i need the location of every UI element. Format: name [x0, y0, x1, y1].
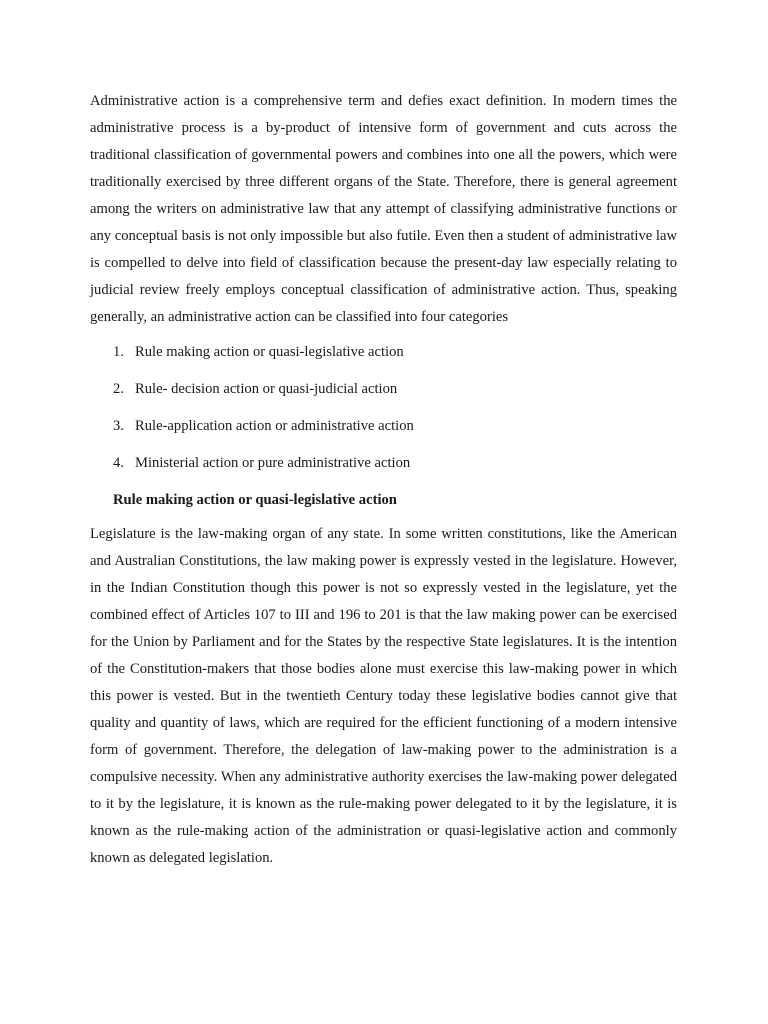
list-item-number: 2. — [113, 381, 124, 397]
categories-list — [90, 340, 677, 488]
list-item-number: 3. — [113, 418, 124, 434]
list-item — [90, 377, 677, 414]
intro-paragraph: Administrative action is a comprehensive term and defies exact definition. In modern times the administrative process is a by-product of intensive form of government and cuts across the traditional classification of governmental powers and combines into one all the powers, which were traditionally exercised by three different organs of the State. Therefore, there is general agreement among the writers on administrative law that any attempt of classifying administrative functions or any conceptual basis is not only impossible but also futile. Even then a student of administrative law is compelled to delve into field of classification because the present-day law especially relating to judicial review freely employs conceptual classification of administrative action. Thus, speaking generally, an administrative action can be classified into four categories — [90, 93, 677, 325]
section-paragraph: Legislature is the law-making organ of any state. In some written constitutions, like the American and Australian Constitutions, the law making power is expressly vested in the legislature. However, in the Indian Constitution though this power is not so expressly vested in the legislature, yet the combined effect of Articles 107 to III and 196 to 201 is that the law making power can be exercised for the Union by Parliament and for the States by the respective State legislatures. It is the intention of the Constitution-makers that those bodies alone must exercise this law-making power in which this power is vested. But in the twentieth Century today these legislative bodies cannot give that quality and quantity of laws, which are required for the efficient functioning of a modern intensive form of government. Therefore, the delegation of law-making power to the administration is a compulsive necessity. When any administrative authority exercises the law-making power delegated to it by the legislature, it is known as the rule-making power delegated to it by the legislature, it is known as the rule-making action of the administration or quasi-legislative action and commonly known as delegated legislation. — [90, 526, 677, 866]
list-item — [90, 451, 677, 488]
list-item — [90, 414, 677, 451]
document-page — [90, 88, 677, 872]
list-item-text: Ministerial action or pure administrative action — [135, 455, 411, 471]
list-item — [90, 340, 677, 377]
section-heading: Rule making action or quasi-legislative action — [113, 492, 397, 508]
list-item-number: 4. — [113, 455, 124, 471]
list-item-text: Rule-application action or administrative action — [135, 418, 414, 434]
list-item-text: Rule- decision action or quasi-judicial action — [135, 381, 398, 397]
list-item-number: 1. — [113, 344, 124, 360]
list-item-text: Rule making action or quasi-legislative action — [135, 344, 404, 360]
